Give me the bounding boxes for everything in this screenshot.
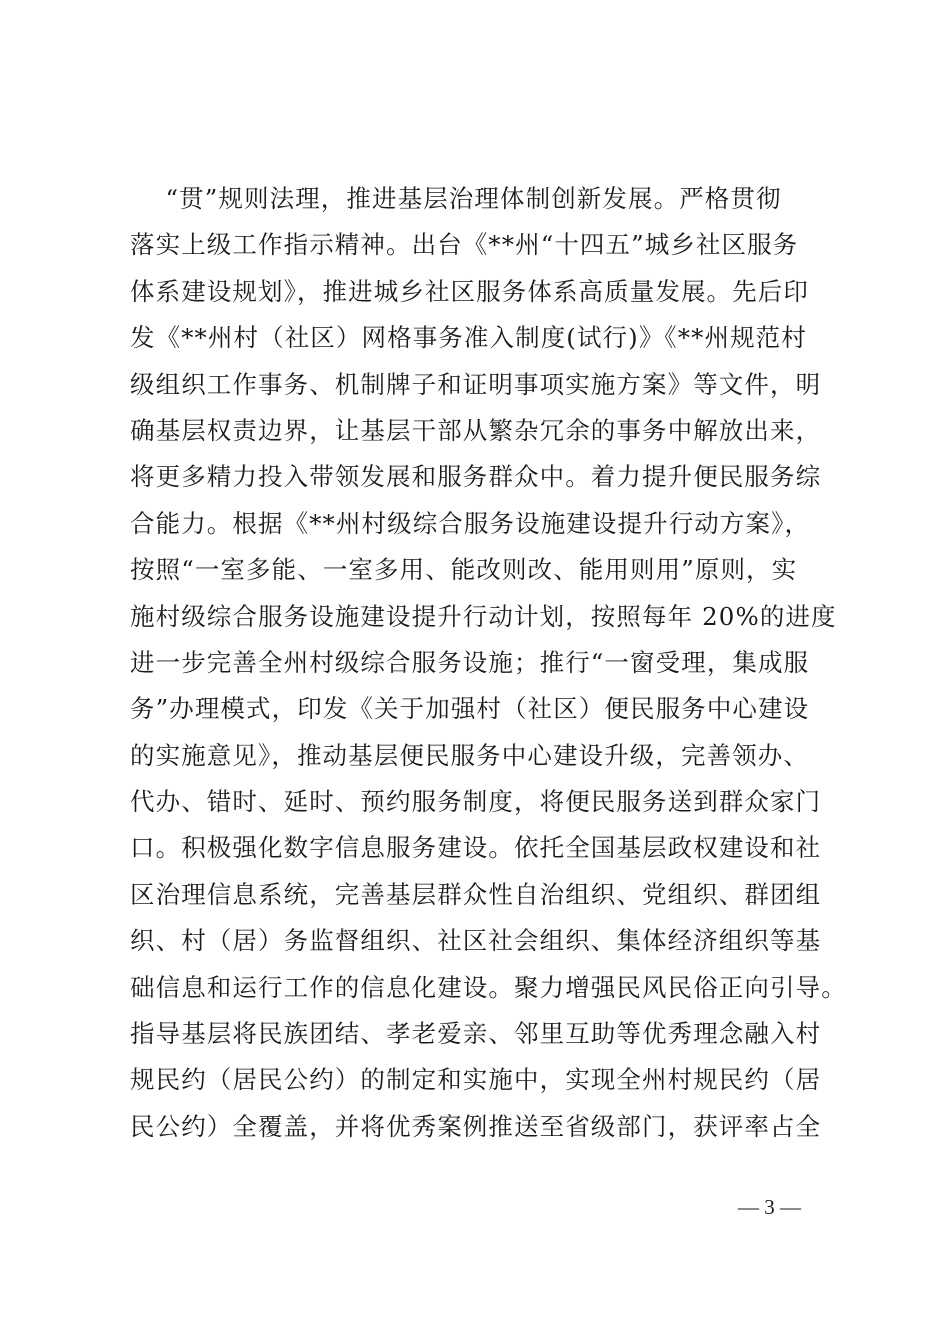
text-line: 发《**州村（社区）网格事务准入制度(试行)》《**州规范村 — [130, 323, 807, 353]
text-line: 指导基层将民族团结、孝老爱亲、邻里互助等优秀理念融入村 — [130, 1019, 822, 1049]
text-line: 施村级综合服务设施建设提升行动计划，按照每年 20%的进度 — [130, 601, 837, 631]
text-line: 体系建设规划》，推进城乡社区服务体系高质量发展。先后印 — [130, 276, 809, 306]
text-line: 础信息和运行工作的信息化建设。聚力增强民风民俗正向引导。 — [130, 972, 847, 1002]
text-line: 区治理信息系统，完善基层群众性自治组织、党组织、群团组 — [130, 879, 822, 909]
text-line: 进一步完善全州村级综合服务设施；推行“一窗受理，集成服 — [130, 647, 810, 677]
text-line: 的实施意见》，推动基层便民服务中心建设升级，完善领办、 — [130, 740, 809, 770]
text-line: 将更多精力投入带领发展和服务群众中。着力提升便民服务综 — [130, 462, 822, 492]
text-line: “贯”规则法理，推进基层治理体制创新发展。严格贯彻 — [130, 184, 782, 213]
text-line: 级组织工作事务、机制牌子和证明事项实施方案》等文件，明 — [130, 369, 822, 399]
text-line: 民公约）全覆盖，并将优秀案例推送至省级部门，获评率占全 — [130, 1111, 822, 1141]
text-line: 确基层权责边界，让基层干部从繁杂冗余的事务中解放出来， — [130, 415, 822, 445]
text-line: 口。积极强化数字信息服务建设。依托全国基层政权建设和社 — [130, 833, 822, 863]
text-line: 务”办理模式，印发《关于加强村（社区）便民服务中心建设 — [130, 694, 810, 724]
text-line: 按照“一室多能、一室多用、能改则改、能用则用”原则，实 — [130, 555, 798, 585]
text-line: 代办、错时、延时、预约服务制度，将便民服务送到群众家门 — [130, 787, 822, 817]
text-line: 织、村（居）务监督组织、社区社会组织、集体经济组织等基 — [130, 926, 822, 956]
text-line: 规民约（居民公约）的制定和实施中，实现全州村规民约（居 — [130, 1065, 822, 1095]
page-number: — 3 — — [738, 1195, 801, 1219]
body-paragraph — [130, 180, 850, 1154]
text-line: 合能力。根据《**州村级综合服务设施建设提升行动方案》， — [130, 508, 811, 538]
text-line: 落实上级工作指示精神。出台《**州“十四五”城乡社区服务 — [130, 230, 799, 260]
